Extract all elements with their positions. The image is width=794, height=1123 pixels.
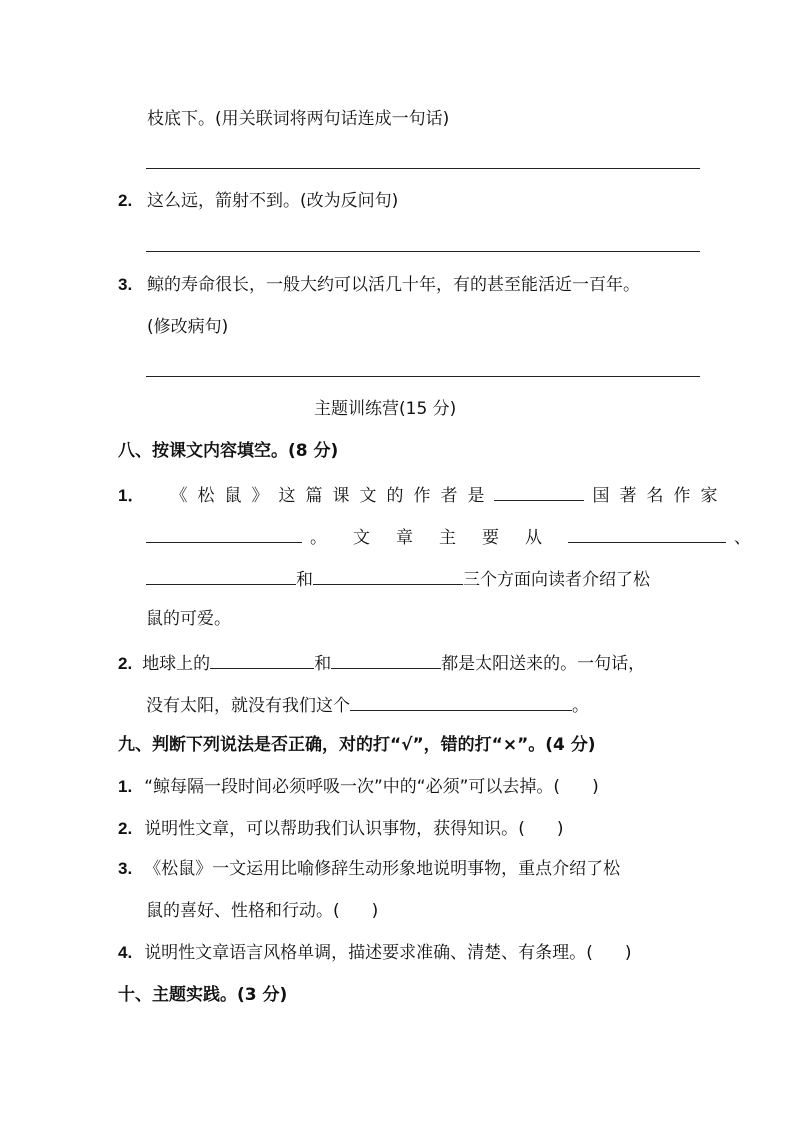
answer-line[interactable] [146, 168, 700, 169]
answer-paren[interactable]: ( ) [586, 943, 632, 963]
question-text: 说明性文章，可以帮助我们认识事物，获得知识。 [144, 819, 519, 839]
question-text: 和 [314, 654, 332, 674]
question-line [118, 650, 645, 675]
question-line [118, 482, 727, 507]
question-text: 鼠的喜好、性格和行动。 [146, 901, 333, 921]
judge-item-cont [146, 900, 378, 922]
question-text: 枝底下。(用关联词将两句话连成一句话) [147, 109, 450, 129]
question-text: 都是太阳送来的。一句话， [441, 654, 646, 674]
answer-line[interactable] [146, 251, 700, 252]
question-line [146, 566, 650, 591]
question-text: “鲸每隔一段时间必须呼吸一次”中的“必须”可以去掉。 [144, 777, 554, 797]
question-text: 《松鼠》一文运用比喻修辞生动形象地说明事物，重点介绍了松 [144, 859, 621, 879]
section-heading: 八、按课文内容填空。(8 分) [118, 441, 339, 461]
answer-paren[interactable]: ( ) [553, 777, 599, 797]
question-number: 2. [118, 819, 133, 838]
judge-item [118, 818, 563, 840]
question-text: 这么远，箭射不到。(改为反问句) [147, 191, 399, 211]
fill-blank[interactable] [313, 566, 463, 585]
judge-item [118, 942, 631, 964]
question-note: (修改病句) [147, 317, 229, 337]
fill-blank[interactable] [350, 692, 572, 711]
section-title: 主题训练营(15 分) [314, 399, 457, 419]
fill-blank[interactable] [331, 650, 441, 669]
question-text: 《松鼠》这篇课文的作者是 [170, 486, 495, 506]
question-number: 2. [118, 654, 133, 673]
question-text: 三个方面向读者介绍了松 [463, 570, 650, 590]
question-number: 3. [118, 859, 133, 878]
question-text: 鼠的可爱。 [146, 609, 231, 629]
section-heading: 九、判断下列说法是否正确，对的打“√”，错的打“×”。(4 分) [118, 735, 596, 755]
question-number: 1． [118, 486, 145, 505]
question-text: 。文章主要从 [310, 528, 568, 548]
question-text: 国著名作家 [592, 486, 728, 506]
answer-line[interactable] [146, 376, 700, 377]
judge-item [118, 858, 620, 880]
fill-blank[interactable] [210, 650, 314, 669]
question-text: 和 [296, 570, 313, 590]
question-text: 地球上的 [142, 654, 211, 674]
question-line [146, 692, 589, 717]
question-text: 鲸的寿命很长，一般大约可以活几十年，有的甚至能活近一百年。 [147, 275, 640, 295]
question-text: 没有太阳，就没有我们这个 [146, 696, 350, 716]
question-text: 、 [734, 528, 751, 548]
question-text: 说明性文章语言风格单调，描述要求准确、清楚、有条理。 [144, 943, 587, 963]
question-line [146, 524, 751, 549]
question-number: 4. [118, 943, 133, 962]
question-text: 。 [572, 696, 589, 716]
section-heading: 十、主题实践。(3 分) [118, 985, 288, 1005]
question-number: 3. [118, 275, 133, 294]
question-number: 1. [118, 777, 133, 796]
question-number: 2. [118, 191, 133, 210]
fill-blank[interactable] [146, 524, 302, 543]
judge-item [118, 776, 599, 798]
answer-paren[interactable]: ( ) [518, 819, 564, 839]
fill-blank[interactable] [494, 482, 584, 501]
fill-blank[interactable] [568, 524, 726, 543]
answer-paren[interactable]: ( ) [333, 901, 379, 921]
fill-blank[interactable] [146, 566, 296, 585]
